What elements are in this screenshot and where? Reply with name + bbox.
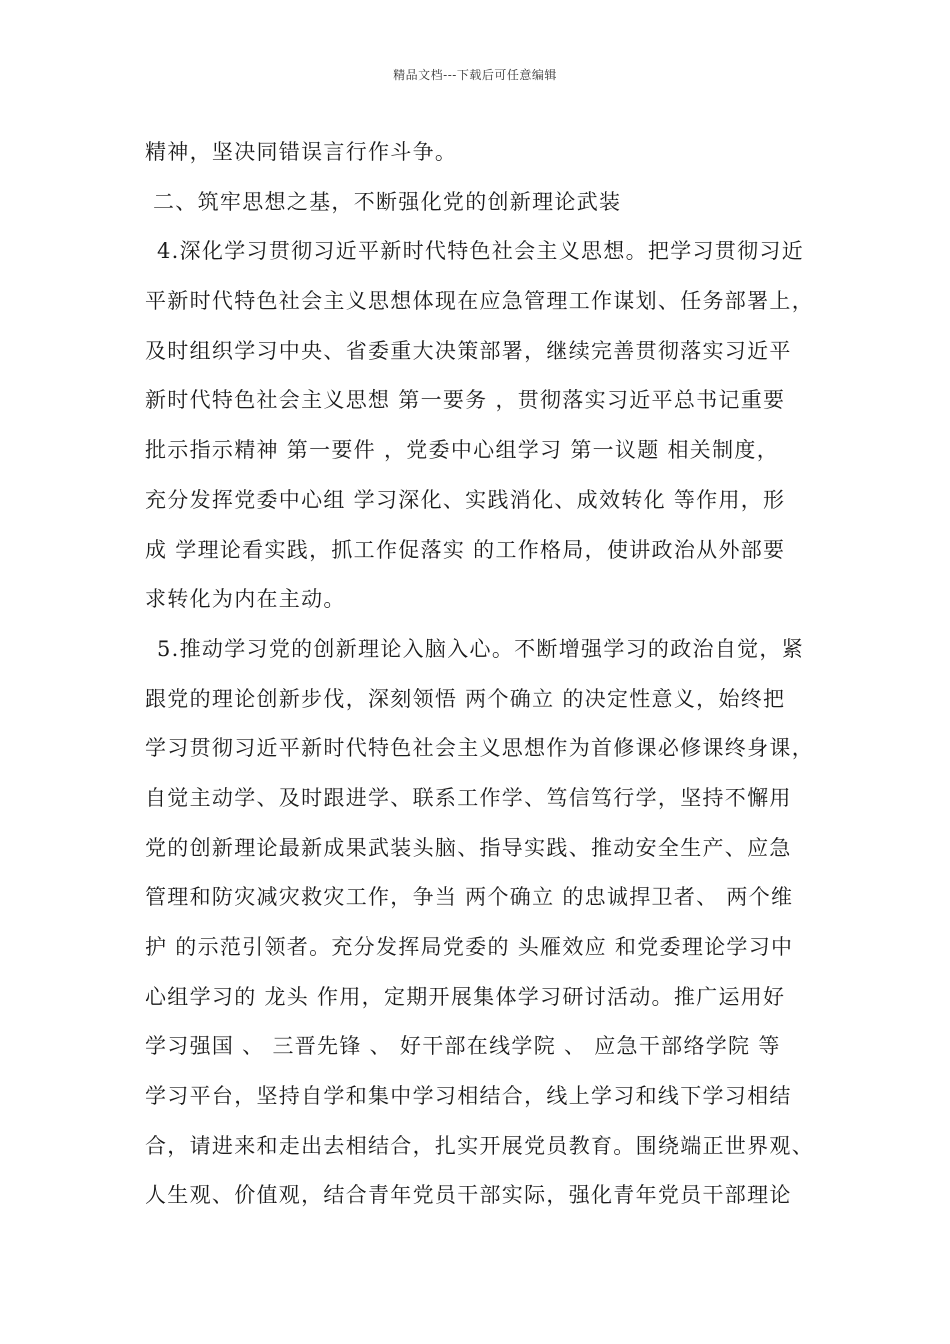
text-line: 新时代特色社会主义思想 第一要务 ，贯彻落实习近平总书记重要 [145, 388, 786, 413]
text-line: 求转化为内在主动。 [145, 587, 346, 612]
paragraph-start-4: 4.深化学习贯彻习近平新时代特色社会主义思想。把学习贯彻习近 [157, 239, 805, 264]
text-line: 学习贯彻习近平新时代特色社会主义思想作为首修课必修课终身课， [145, 736, 814, 761]
text-line: 平新时代特色社会主义思想体现在应急管理工作谋划、任务部署上， [145, 289, 814, 314]
text-line: 自觉主动学、及时跟进学、联系工作学、笃信笃行学，坚持不懈用 [145, 785, 792, 810]
page-header: 精品文档---下载后可任意编辑 [393, 68, 557, 82]
text-line: 党的创新理论最新成果武装头脑、指导实践、推动安全生产、应急 [145, 835, 792, 860]
text-line: 批示指示精神 第一要件 ，党委中心组学习 第一议题 相关制度， [145, 438, 779, 463]
text-line: 及时组织学习中央、省委重大决策部署，继续完善贯彻落实习近平 [145, 338, 792, 363]
text-line: 学习强国 、 三晋先锋 、 好干部在线学院 、 应急干部络学院 等 [145, 1034, 781, 1059]
text-line: 人生观、价值观，结合青年党员干部实际，强化青年党员干部理论 [145, 1183, 792, 1208]
text-line: 精神，坚决同错误言行作斗争。 [145, 140, 458, 164]
text-line: 学习平台，坚持自学和集中学习相结合，线上学习和线下学习相结 [145, 1084, 792, 1109]
text-line: 心组学习的 龙头 作用，定期开展集体学习研讨活动。推广运用好 [145, 984, 786, 1009]
document-body [145, 128, 835, 1221]
text-line: 充分发挥党委中心组 学习深化、实践消化、成效转化 等作用，形 [145, 487, 786, 512]
section-heading: 二、筑牢思想之基，不断强化党的创新理论武装 [153, 189, 622, 214]
paragraph-start-5: 5.推动学习党的创新理论入脑入心。不断增强学习的政治自觉，紧 [157, 636, 805, 661]
text-line: 护 的示范引领者。充分发挥局党委的 头雁效应 和党委理论学习中 [145, 935, 794, 959]
text-line: 成 学理论看实践，抓工作促落实 的工作格局，使讲政治从外部要 [145, 537, 786, 562]
text-line: 管理和防灾减灾救灾工作，争当 两个确立 的忠诚捍卫者、 两个维 [145, 885, 794, 910]
text-line: 跟党的理论创新步伐，深刻领悟 两个确立 的决定性意义，始终把 [145, 686, 786, 711]
text-line: 合，请进来和走出去相结合，扎实开展党员教育。围绕端正世界观、 [145, 1133, 814, 1158]
